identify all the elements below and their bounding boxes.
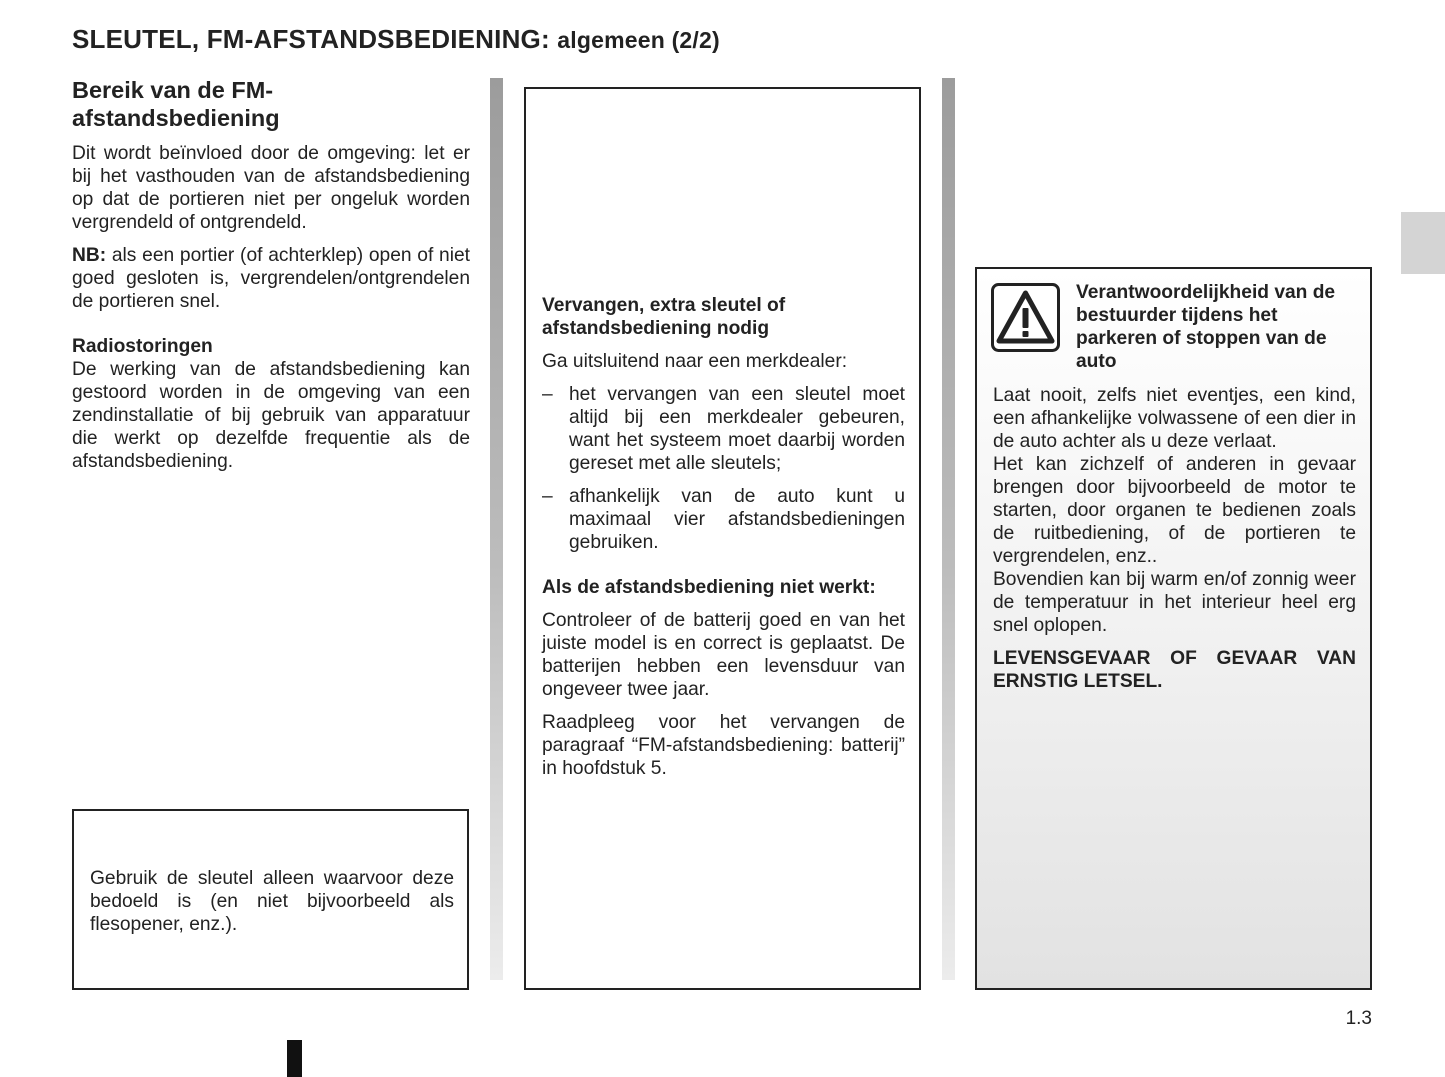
warning-triangle-icon bbox=[991, 283, 1060, 352]
nb-label: NB: bbox=[72, 245, 107, 266]
warning-box bbox=[975, 267, 1372, 990]
radio-interference-paragraph: De werking van de afstandsbediening kan gestoord worden in de omgeving van een zendinstallatie of bij gebruik van apparatuur die werkt op dezelfde frequentie als de afstandsbediening. bbox=[72, 359, 470, 472]
column-divider-right bbox=[942, 78, 955, 980]
column-range bbox=[72, 76, 470, 473]
page-number: 1.3 bbox=[1345, 1008, 1372, 1029]
warning-title: Verantwoordelijkheid van de bestuurder tijdens het parkeren of stoppen van de auto bbox=[1076, 282, 1336, 372]
warning-paragraph-2: Het kan zichzelf of anderen in gevaar brengen door bijvoorbeeld de motor te starten, door organen te bedienen zoals de ruitbediening, of de portieren te vergrendelen, enz.. bbox=[993, 454, 1356, 567]
title-sub: algemeen (2/2) bbox=[557, 27, 720, 53]
usage-note-text: Gebruik de sleutel alleen waarvoor deze bedoeld is (en niet bijvoorbeeld als flesopener, enz.). bbox=[90, 868, 454, 935]
range-heading: Bereik van de FM-afstandsbediening bbox=[72, 77, 280, 131]
list-dash: – bbox=[542, 486, 553, 507]
nb-paragraph bbox=[72, 244, 470, 313]
warning-paragraph-3: Bovendien kan bij warm en/of zonnig weer de temperatuur in het interieur heel erg snel oplopen. bbox=[993, 569, 1356, 636]
warning-paragraph-1: Laat nooit, zelfs niet eventjes, een kind, een afhankelijke volwassene of een dier in de auto achter als u deze verlaat. bbox=[993, 385, 1356, 452]
list-item bbox=[542, 383, 905, 475]
page-title bbox=[72, 24, 720, 55]
battery-check-paragraph: Controleer of de batterij goed en van het juiste model is en correct is geplaatst. De batterijen hebben een levensduur van ongeveer twee jaar. bbox=[542, 610, 905, 700]
replacement-info-box bbox=[524, 87, 921, 990]
list-item-text: afhankelijk van de auto kunt u maximaal vier afstandsbedieningen gebruiken. bbox=[569, 486, 905, 553]
usage-note-box bbox=[72, 809, 469, 990]
not-working-heading: Als de afstandsbediening niet werkt: bbox=[542, 577, 876, 598]
replacement-heading: Vervangen, extra sleutel of afstandsbediening nodig bbox=[542, 295, 786, 339]
list-dash: – bbox=[542, 384, 553, 405]
chapter-tab bbox=[1401, 212, 1445, 274]
battery-reference-paragraph: Raadpleeg voor het vervangen de paragraaf “FM-afstandsbediening: batterij” in hoofdstuk 5. bbox=[542, 712, 905, 779]
range-paragraph: Dit wordt beïnvloed door de omgeving: let er bij het vasthouden van de afstandsbediening op dat de portieren niet per ongeluk worden vergrendeld of ontgrendeld. bbox=[72, 143, 470, 233]
danger-statement: LEVENSGEVAAR OF GEVAAR VAN ERNSTIG LETSEL. bbox=[993, 648, 1356, 692]
column-divider-left bbox=[490, 78, 503, 980]
list-item-text: het vervangen van een sleutel moet altijd bij een merkdealer gebeuren, want het systeem moet daarbij worden gereset met alle sleutels; bbox=[569, 384, 905, 474]
dealer-intro: Ga uitsluitend naar een merkdealer: bbox=[542, 351, 848, 372]
title-main: SLEUTEL, FM-AFSTANDSBEDIENING: bbox=[72, 24, 550, 54]
radio-interference-heading: Radiostoringen bbox=[72, 336, 213, 357]
print-mark bbox=[287, 1040, 302, 1077]
list-item bbox=[542, 485, 905, 554]
nb-text: als een portier (of achterklep) open of niet goed gesloten is, vergrendelen/ontgrendelen de portieren snel. bbox=[72, 245, 470, 312]
